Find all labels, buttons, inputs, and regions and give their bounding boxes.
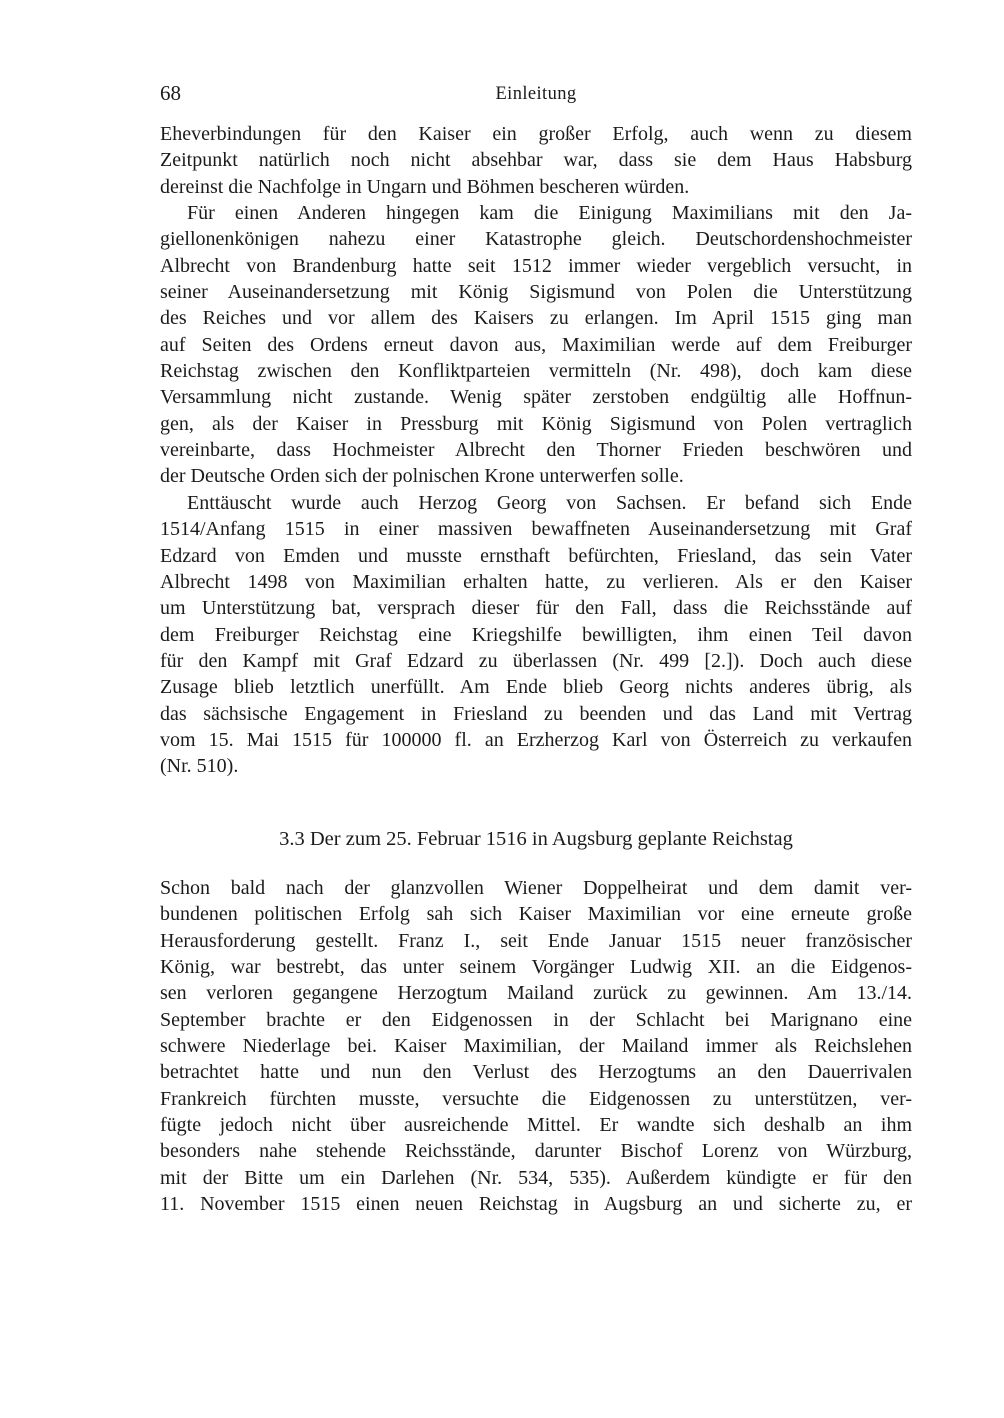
text-line: September brachte er den Eidgenossen in der Schlacht bei Marignano eine [160, 1008, 912, 1031]
text-line: gen, als der Kaiser in Pressburg mit König Sigismund von Polen vertraglich [160, 412, 912, 435]
text-line: Für einen Anderen hingegen kam die Einigung Maximilians mit den Ja- [187, 202, 912, 225]
text-line: Herausforderung gestellt. Franz I., seit Ende Januar 1515 neuer französischer [160, 929, 912, 952]
text-line: sen verloren gegangene Herzogtum Mailand zurück zu gewinnen. Am 13./14. [160, 982, 912, 1005]
text-line: betrachtet hatte und nun den Verlust des Herzogtums an den Dauerrivalen [160, 1061, 912, 1084]
page-number: 68 [160, 81, 181, 105]
page-text [160, 121, 912, 1217]
text-line: dereinst die Nachfolge in Ungarn und Böhmen bescheren würden. [160, 175, 690, 198]
text-line: vom 15. Mai 1515 für 100000 fl. an Erzherzog Karl von Österreich zu verkaufen [160, 728, 912, 751]
text-line: Frankreich fürchten musste, versuchte die Eidgenossen zu unterstützen, ver- [160, 1087, 912, 1110]
text-line: dem Freiburger Reichstag eine Kriegshilfe bewilligten, ihm einen Teil davon [160, 623, 912, 646]
text-line: Edzard von Emden und musste ernsthaft befürchten, Friesland, das sein Vater [160, 544, 912, 567]
text-line: 11. November 1515 einen neuen Reichstag in Augsburg an und sicherte zu, er [160, 1193, 912, 1216]
paragraph [160, 490, 912, 780]
text-line: seiner Auseinandersetzung mit König Sigismund von Polen die Unterstützung [160, 281, 912, 304]
text-line: Enttäuscht wurde auch Herzog Georg von Sachsen. Er befand sich Ende [187, 491, 912, 514]
running-head [160, 80, 912, 106]
text-line: (Nr. 510). [160, 755, 239, 778]
text-line: auf Seiten des Ordens erneut davon aus, Maximilian werde auf dem Freiburger [160, 333, 912, 356]
text-line: das sächsische Engagement in Friesland zu beenden und das Land mit Vertrag [160, 702, 912, 725]
text-line: Zusage blieb letztlich unerfüllt. Am Ende blieb Georg nichts anderes übrig, als [160, 676, 912, 699]
text-line: bundenen politischen Erfolg sah sich Kaiser Maximilian vor eine erneute große [160, 903, 912, 926]
text-line: des Reiches und vor allem des Kaisers zu erlangen. Im April 1515 ging man [160, 307, 912, 330]
text-line: besonders nahe stehende Reichsstände, darunter Bischof Lorenz von Würzburg, [160, 1140, 912, 1163]
text-line: Eheverbindungen für den Kaiser ein großer Erfolg, auch wenn zu diesem [160, 123, 912, 145]
text-line: Albrecht von Brandenburg hatte seit 1512 immer wieder vergeblich versucht, in [160, 254, 912, 277]
text-line: Zeitpunkt natürlich noch nicht absehbar war, dass sie dem Haus Habsburg [160, 149, 912, 172]
text-line: König, war bestrebt, das unter seinem Vorgänger Ludwig XII. an die Eidgenos- [160, 955, 912, 978]
text-line: schwere Niederlage bei. Kaiser Maximilian, der Mailand immer als Reichslehen [160, 1035, 912, 1057]
text-line: mit der Bitte um ein Darlehen (Nr. 534, 535). Außerdem kündigte er für den [160, 1166, 912, 1189]
text-line: Versammlung nicht zustande. Wenig später zerstoben endgültig alle Hoffnun- [160, 386, 912, 409]
text-line: Schon bald nach der glanzvollen Wiener Doppelheirat und dem damit ver- [160, 876, 912, 899]
text-line: vereinbarte, dass Hochmeister Albrecht den Thorner Frieden beschwören und [160, 439, 912, 462]
text-line: Reichstag zwischen den Konfliktparteien vermitteln (Nr. 498), doch kam diese [160, 360, 912, 383]
text-line: für den Kampf mit Graf Edzard zu überlassen (Nr. 499 [2.]). Doch auch diese [160, 649, 912, 672]
paragraph [160, 200, 912, 490]
text-line: fügte jedoch nicht über ausreichende Mittel. Er wandte sich deshalb an ihm [160, 1114, 912, 1137]
running-header-title: Einleitung [495, 84, 577, 104]
text-line: Albrecht 1498 von Maximilian erhalten hatte, zu verlieren. Als er den Kaiser [160, 570, 912, 593]
text-line: 1514/Anfang 1515 in einer massiven bewaffneten Auseinandersetzung mit Graf [160, 518, 912, 541]
text-line: um Unterstützung bat, versprach dieser für den Fall, dass die Reichsstände auf [160, 597, 912, 620]
text-line: giellonenkönigen nahezu einer Katastrophe gleich. Deutschordenshochmeister [160, 228, 912, 251]
paragraph [160, 875, 912, 1217]
paragraph [160, 121, 912, 200]
section-heading: 3.3 Der zum 25. Februar 1516 in Augsburg geplante Reichstag [279, 827, 793, 850]
text-line: der Deutsche Orden sich der polnischen Krone unterwerfen solle. [160, 465, 684, 488]
